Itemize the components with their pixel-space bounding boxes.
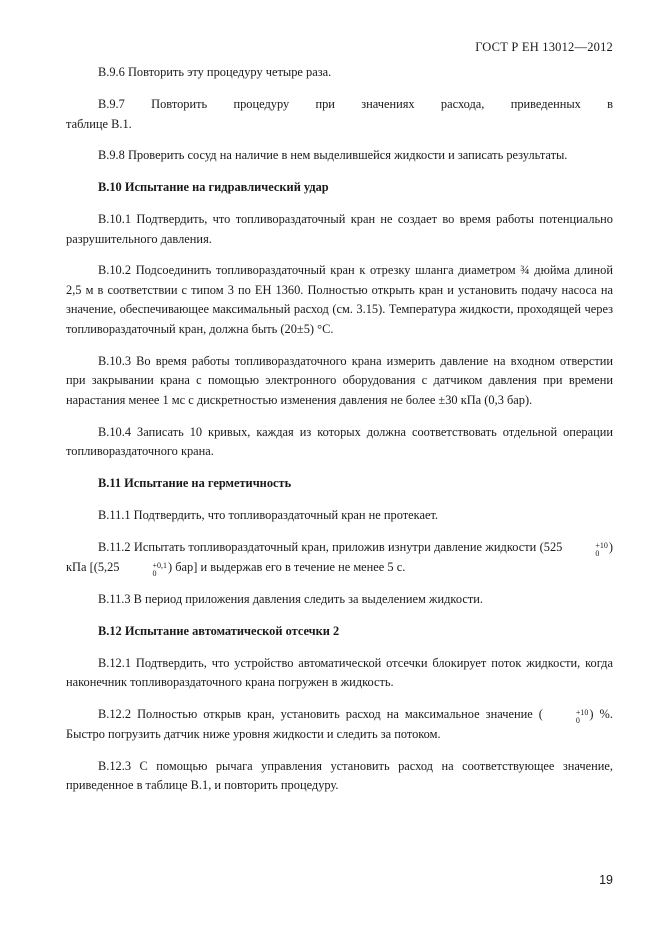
paragraph-b11-2: [66, 538, 613, 578]
paragraph-b10-1: В.10.1 Подтвердить, что топливораздаточный кран не создает во время работы потенциально разрушительного давления.: [66, 211, 613, 246]
pressure-bar-tolerance: +0,1 0: [152, 560, 168, 578]
paragraph-b12-2: [66, 705, 613, 745]
pressure-kpa-tolerance: +10 0: [595, 540, 608, 558]
page-number: 19: [599, 873, 613, 887]
paragraph-b10-3: В.10.3 Во время работы топливораздаточного крана измерить давление на входном отверстии при закрывании крана с помощью электронного оборудования с датчиком давления при времени нарастания менее 1 мс с дискретностью изменения давления не более ±30 кПа (0,3 бар).: [66, 353, 613, 408]
paragraph-b10-4: В.10.4 Записать 10 кривых, каждая из которых должна соответствовать отдельной операции топливораздаточного крана.: [66, 424, 613, 459]
paragraph-b12-1: В.12.1 Подтвердить, что устройство автоматической отсечки блокирует поток жидкости, когда наконечник топливораздаточного крана погружен в жидкость.: [66, 655, 613, 690]
paragraph-b9-8: В.9.8 Проверить сосуд на наличие в нем выделившейся жидкости и записать результаты.: [98, 148, 568, 163]
b11-2-text-c: ) бар] и выдержав его в течение не менее 5 с.: [168, 559, 406, 574]
document-header: ГОСТ Р ЕН 13012—2012: [475, 40, 613, 54]
paragraph-b9-7-continuation: таблице В.1.: [66, 116, 132, 131]
section-heading-b12: В.12 Испытание автоматической отсечки 2: [98, 623, 340, 638]
paragraph-b11-3: В.11.3 В период приложения давления следить за выделением жидкости.: [98, 591, 483, 606]
b11-2-text-b: ) кПа [(5,25: [66, 539, 613, 574]
b11-2-text-a: В.11.2 Испытать топливораздаточный кран, приложив изнутри давление жидкости (525: [98, 539, 563, 554]
b12-2-text-a: В.12.2 Полностью открыв кран, установить расход на максимальное значение (: [98, 706, 543, 721]
paragraph-b11-1: В.11.1 Подтвердить, что топливораздаточный кран не протекает.: [98, 507, 439, 522]
paragraph-b12-3: В.12.3 С помощью рычага управления установить расход на соответствующее значение, приведенное в таблице В.1, и повторить процедуру.: [66, 758, 613, 793]
paragraph-b9-6: В.9.6 Повторить эту процедуру четыре раза.: [98, 65, 332, 79]
section-heading-b10: В.10 Испытание на гидравлический удар: [98, 180, 329, 195]
document-body: [66, 63, 613, 808]
paragraph-b10-2: В.10.2 Подсоединить топливораздаточный кран к отрезку шланга диаметром ¾ дюйма длиной 2,5 м в соответствии с типом 3 по ЕН 1360. Полностью открыть кран и установить подачу насоса на значение, обеспечивающее максимальный расход (см. 3.15). Температура жидкости, проходящей через топливораздаточный кран, должна быть (20±5) °С.: [66, 263, 613, 337]
section-heading-b11: В.11 Испытание на герметичность: [98, 476, 292, 491]
b12-2-text-b: ) %. Быстро погрузить датчик ниже уровня жидкости и следить за потоком.: [66, 706, 613, 741]
paragraph-b9-7: В.9.7 Повторить процедуру при значениях расхода, приведенных в: [98, 96, 613, 111]
flow-tolerance: +10 0: [575, 707, 589, 725]
